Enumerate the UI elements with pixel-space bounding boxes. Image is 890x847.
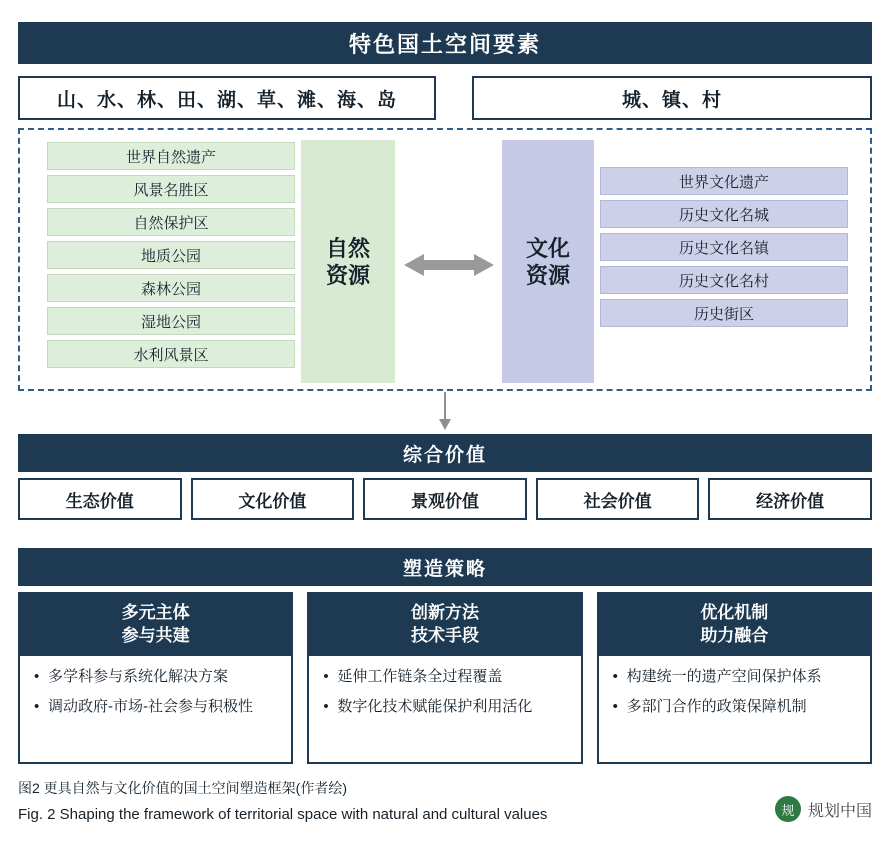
double-arrow-icon bbox=[404, 252, 494, 278]
value-item: 生态价值 bbox=[18, 478, 182, 520]
list-item: • 延伸工作链条全过程覆盖 bbox=[321, 666, 568, 688]
list-item: 世界自然遗产 bbox=[47, 142, 295, 170]
list-item: 水利风景区 bbox=[47, 340, 295, 368]
cultural-resource-label-line1: 文化 bbox=[525, 235, 570, 261]
cultural-resource-tag-list bbox=[600, 167, 848, 327]
natural-resource-label bbox=[301, 226, 395, 298]
strategy-card-3-header bbox=[599, 594, 870, 656]
value-item: 景观价值 bbox=[363, 478, 527, 520]
value-item: 文化价值 bbox=[191, 478, 355, 520]
natural-resource-label-line1: 自然 bbox=[325, 235, 370, 261]
watermark-logo-icon: 规 bbox=[775, 796, 801, 822]
list-item: 历史文化名镇 bbox=[600, 233, 848, 261]
strategy-card-1-header bbox=[20, 594, 291, 656]
list-item: 森林公园 bbox=[47, 274, 295, 302]
down-arrow-icon bbox=[437, 392, 453, 430]
cultural-resource-label-line2: 资源 bbox=[525, 263, 570, 288]
strategy-row bbox=[18, 592, 872, 764]
strategy-card-1-header-line1: 多元主体 bbox=[121, 603, 190, 622]
comprehensive-value-row bbox=[18, 478, 872, 520]
strategy-card-2-header-line1: 创新方法 bbox=[410, 603, 479, 622]
elements-row bbox=[18, 76, 872, 120]
list-item: • 多部门合作的政策保障机制 bbox=[611, 696, 858, 718]
strategy-card-1-body bbox=[20, 656, 291, 762]
list-item: 自然保护区 bbox=[47, 208, 295, 236]
list-item: 地质公园 bbox=[47, 241, 295, 269]
strategy-card-1-header-line2: 参与共建 bbox=[121, 625, 190, 645]
watermark-text: 规划中国 bbox=[807, 802, 872, 820]
strategy-card-2-header bbox=[309, 594, 580, 656]
resource-area bbox=[18, 128, 872, 391]
natural-resource-label-line2: 资源 bbox=[325, 263, 370, 288]
strategy-card-2 bbox=[307, 592, 582, 764]
list-item: 历史街区 bbox=[600, 299, 848, 327]
strategy-card-1 bbox=[18, 592, 293, 764]
element-box-natural-features: 山、水、林、田、湖、草、滩、海、岛 bbox=[18, 76, 436, 120]
value-item: 社会价值 bbox=[536, 478, 700, 520]
list-item: 世界文化遗产 bbox=[600, 167, 848, 195]
value-item: 经济价值 bbox=[708, 478, 872, 520]
strategy-card-3 bbox=[597, 592, 872, 764]
list-item: 历史文化名村 bbox=[600, 266, 848, 294]
element-box-settlements: 城、镇、村 bbox=[472, 76, 872, 120]
list-item: • 调动政府-市场-社会参与积极性 bbox=[32, 696, 279, 718]
figure-caption-chinese: 图2 更具自然与文化价值的国土空间塑造框架(作者绘) bbox=[18, 780, 347, 796]
cultural-resource-label bbox=[502, 226, 594, 298]
diagram-title: 特色国土空间要素 bbox=[18, 22, 872, 64]
list-item: 风景名胜区 bbox=[47, 175, 295, 203]
strategy-card-3-body bbox=[599, 656, 870, 762]
strategy-card-3-header-line2: 助力融合 bbox=[700, 625, 769, 645]
list-item: • 多学科参与系统化解决方案 bbox=[32, 666, 279, 688]
natural-resource-tag-list bbox=[47, 142, 295, 368]
figure-caption-english: Fig. 2 Shaping the framework of territorial space with natural and cultural values bbox=[18, 806, 548, 823]
strategy-title: 塑造策略 bbox=[18, 548, 872, 586]
list-item: • 构建统一的遗产空间保护体系 bbox=[611, 666, 858, 688]
list-item: 湿地公园 bbox=[47, 307, 295, 335]
list-item: • 数字化技术赋能保护利用活化 bbox=[321, 696, 568, 718]
list-item: 历史文化名城 bbox=[600, 200, 848, 228]
strategy-card-2-body bbox=[309, 656, 580, 762]
comprehensive-value-title: 综合价值 bbox=[18, 434, 872, 472]
strategy-card-3-header-line1: 优化机制 bbox=[700, 603, 769, 622]
watermark bbox=[775, 796, 872, 822]
strategy-card-2-header-line2: 技术手段 bbox=[410, 625, 479, 645]
